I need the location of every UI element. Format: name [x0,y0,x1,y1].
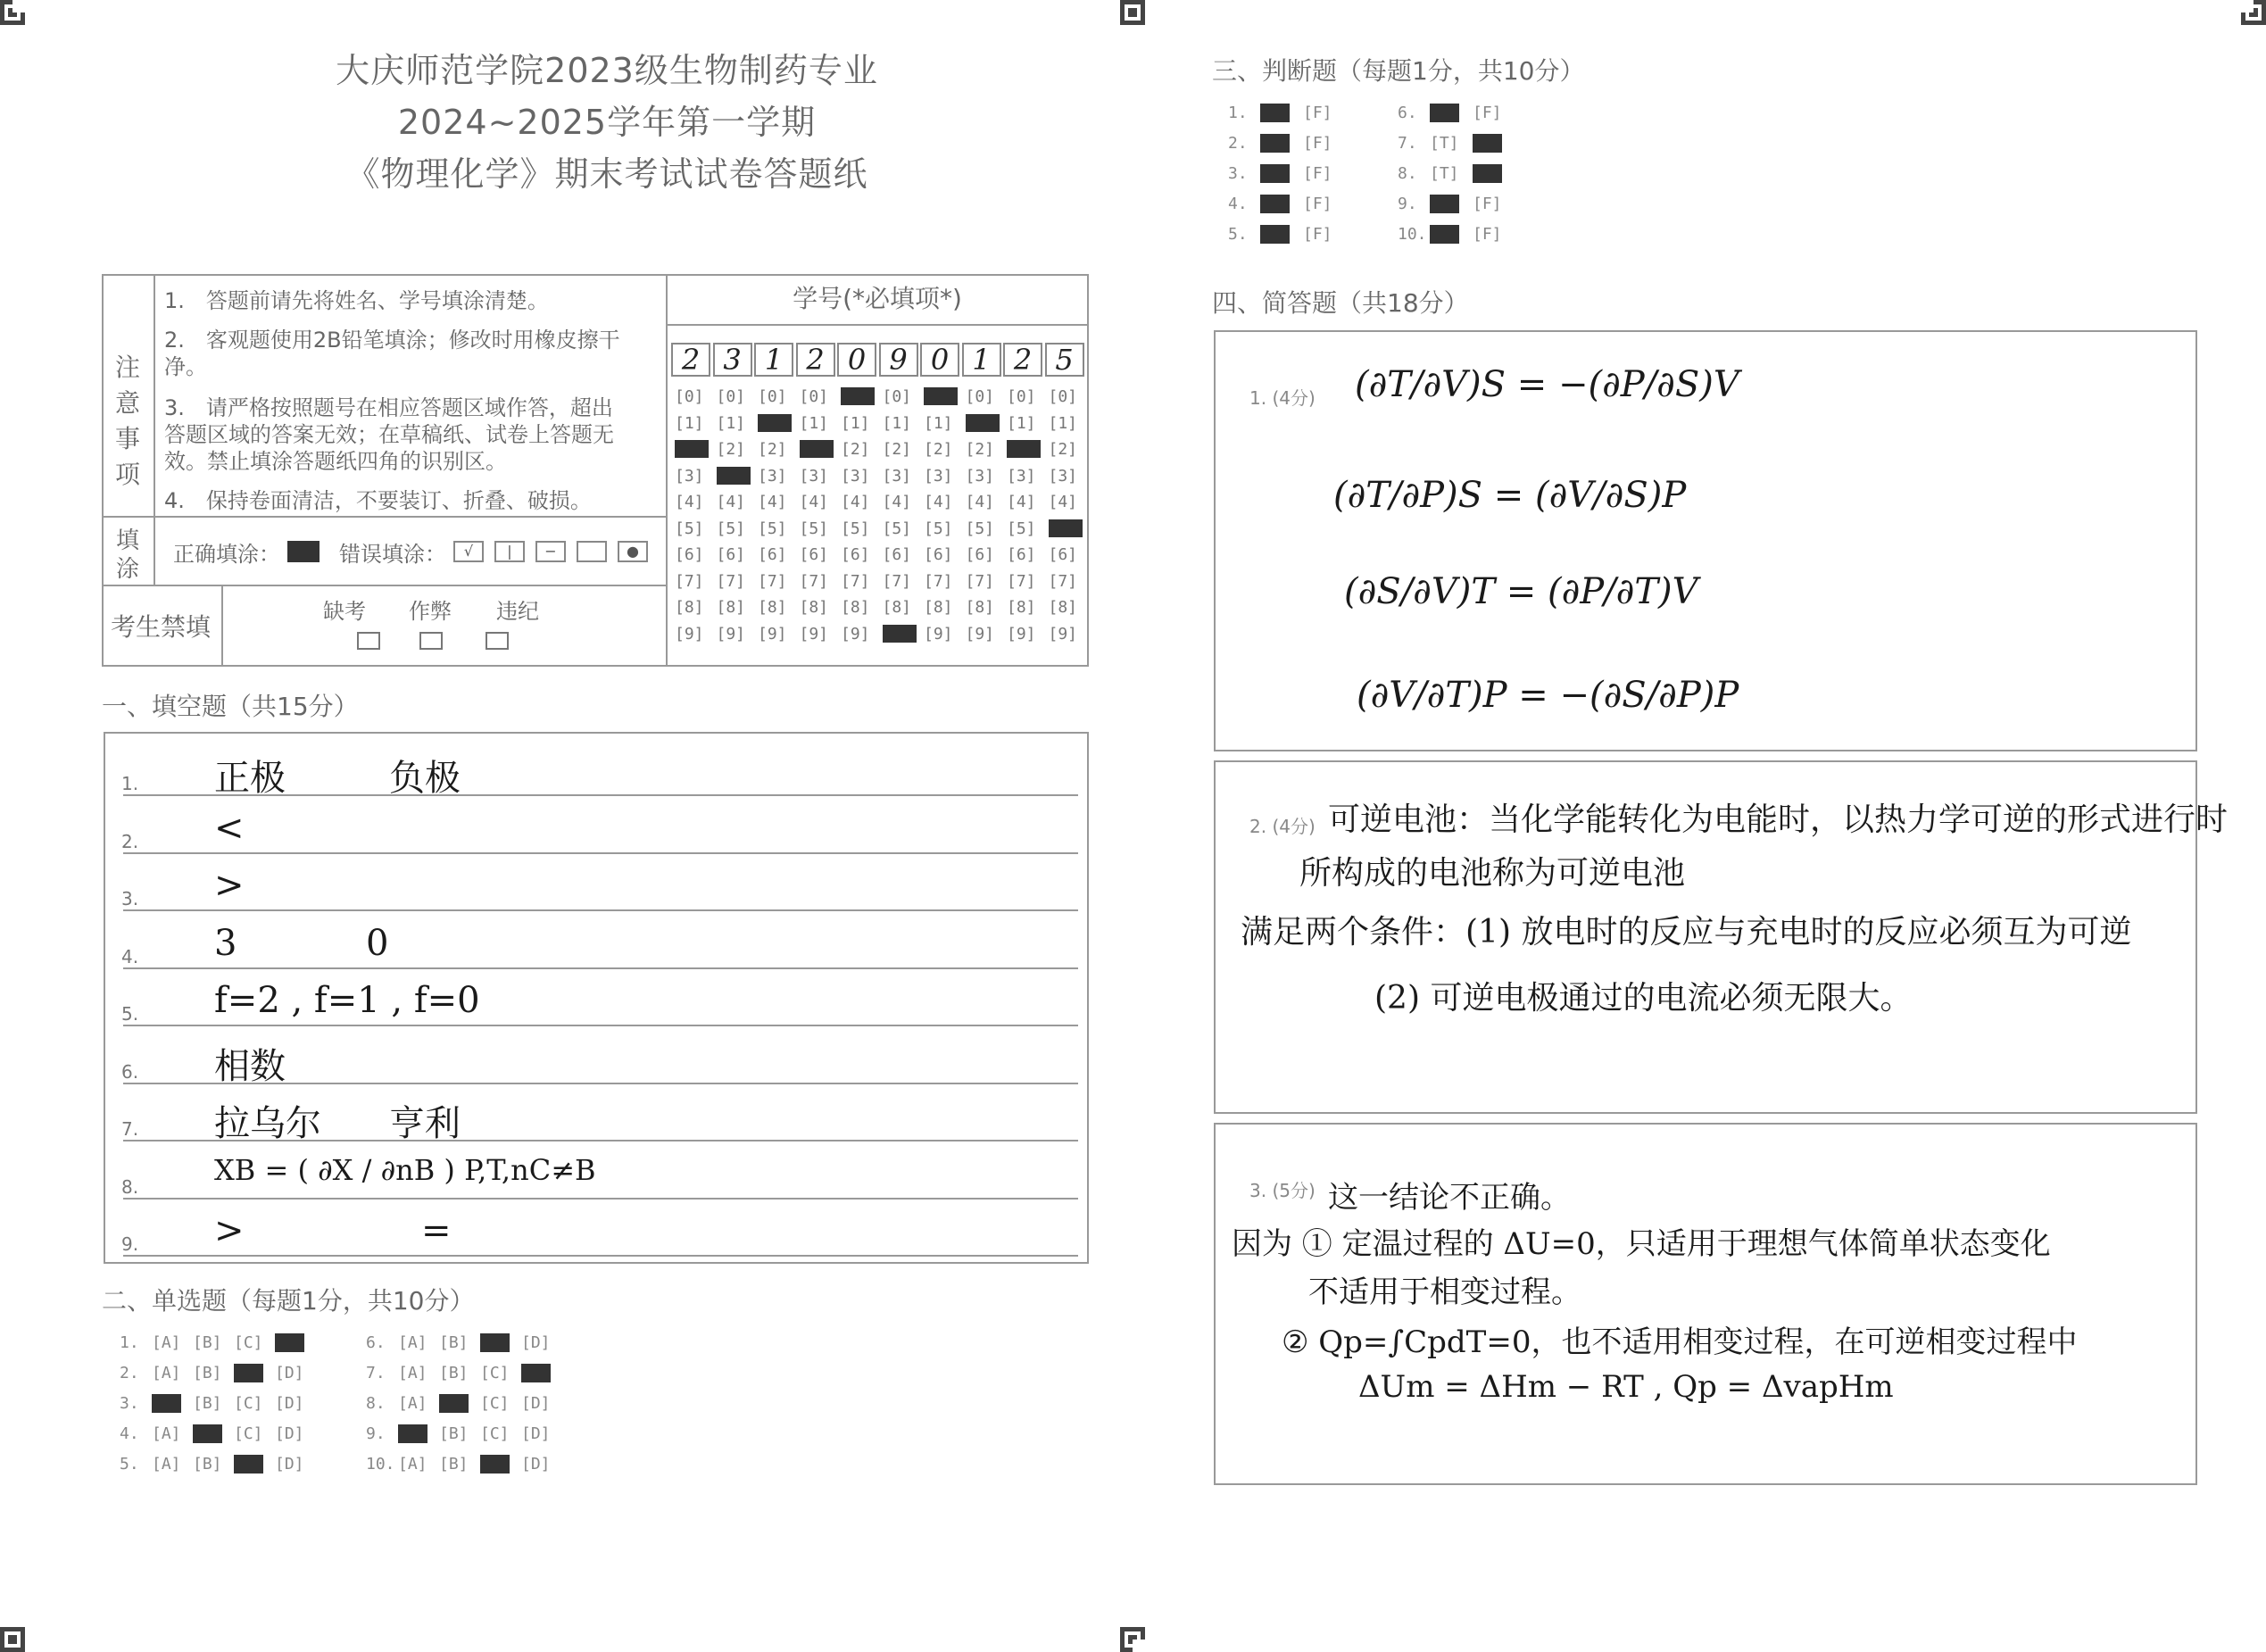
student-id-bubble[interactable]: [4] [882,493,912,511]
tf-option-bubble[interactable]: [F] [1303,225,1332,244]
student-id-bubble[interactable]: [4] [716,493,746,511]
mc-option-bubble[interactable]: [D] [275,1455,304,1474]
student-id-bubble[interactable]: [7] [716,571,746,591]
student-id-bubble[interactable]: [8] [675,598,704,617]
tf-option-bubble[interactable]: [F] [1303,134,1332,153]
q3-line-2: 因为 ① 定温过程的 ΔU=0，只适用于理想气体简单状态变化 [1232,1226,2051,1262]
student-id-bubble[interactable]: [3] [799,466,829,486]
student-id-bubble[interactable]: [0] [716,387,746,406]
student-id-bubble[interactable]: [1] [1007,413,1036,433]
student-id-bubble[interactable]: [5] [924,519,953,538]
tf-question-number: 10. [1398,225,1427,244]
tf-option-bubble[interactable]: [T] [1430,134,1459,153]
mc-option-bubble[interactable]: [C] [234,1394,263,1413]
student-id-bubble[interactable]: [6] [758,545,787,564]
q1-points: 1. (4分) [1249,387,1316,409]
handwritten-answer: f=2 , f=1 , f=0 [214,980,480,1021]
student-id-bubble[interactable]: [5] [882,519,912,538]
tf-option-bubble[interactable]: [F] [1303,164,1332,183]
student-id-bubble[interactable]: [8] [1048,598,1078,617]
q3-points: 3. (5分) [1249,1180,1316,1201]
answer-line-number: 8. [121,1175,139,1198]
handwritten-answer: > [214,1210,245,1251]
tf-question-number: 2. [1228,134,1248,153]
mc-option-bubble[interactable]: [A] [152,1364,181,1382]
handwritten-answer: XB = ( ∂X / ∂nB ) P,T,nC≠B [214,1152,596,1187]
student-id-bubble[interactable]: [6] [716,545,746,564]
student-id-bubble[interactable]: [5] [1007,519,1036,538]
student-id-bubble[interactable]: [3] [882,466,912,486]
forbidden-violation-label: 违纪 [496,599,539,624]
mc-question-number: 8. [366,1394,386,1413]
student-id-bubble[interactable] [1049,519,1083,537]
mc-option-bubble[interactable]: [D] [521,1394,551,1413]
mc-option-bubble[interactable]: [D] [521,1333,551,1352]
mc-option-bubble[interactable]: [A] [152,1333,181,1352]
student-id-bubble[interactable]: [7] [675,571,704,591]
tf-option-bubble[interactable] [1260,195,1290,213]
handwritten-answer: 0 [366,922,389,964]
mc-option-bubble[interactable]: [C] [480,1364,510,1382]
forbidden-absent-label: 缺考 [323,599,366,624]
student-id-bubble[interactable]: [8] [716,598,746,617]
tf-option-bubble[interactable]: [F] [1473,195,1502,213]
corner-mark-bottom-center [1120,1627,1145,1652]
section4-title: 四、简答题（共18分） [1212,288,1469,318]
answer-line [123,852,1078,854]
section1-title: 一、填空题（共15分） [102,692,359,721]
handwritten-answer: = [421,1210,452,1251]
tf-question-number: 8. [1398,164,1417,183]
mc-option-bubble[interactable]: [B] [439,1455,469,1474]
q2-line-2: 所构成的电池称为可逆电池 [1299,855,1686,892]
student-id-bubble[interactable]: [7] [1048,571,1078,591]
mc-question-number: 9. [366,1424,386,1443]
corner-mark-top-left [0,0,25,25]
student-id-bubble[interactable]: [7] [1007,571,1036,591]
mc-option-bubble[interactable] [398,1424,427,1443]
mc-option-bubble[interactable] [234,1455,263,1474]
mc-option-bubble[interactable]: [B] [193,1364,222,1382]
student-id-digit-box: 1 [962,343,1001,377]
mc-question-number: 7. [366,1364,386,1382]
tf-option-bubble[interactable] [1473,164,1502,183]
answer-line-number: 9. [121,1233,139,1255]
answer-line [123,1255,1078,1257]
student-id-bubble[interactable]: [6] [1048,545,1078,564]
wrong-mark-bar: | [494,541,525,562]
q2-line-3: 满足两个条件：(1) 放电时的反应与充电时的反应必须互为可逆 [1241,914,2132,951]
mc-option-bubble[interactable]: [A] [152,1424,181,1443]
mc-option-bubble[interactable]: [B] [193,1455,222,1474]
mc-option-bubble[interactable] [152,1394,181,1413]
student-id-bubble[interactable]: [4] [841,493,870,511]
student-id-bubble[interactable]: [2] [758,440,787,459]
student-id-bubble[interactable]: [9] [965,624,995,643]
tf-option-bubble[interactable] [1473,134,1502,153]
handwritten-answer: > [214,865,245,906]
student-id-bubble[interactable]: [7] [841,571,870,591]
student-id-digit-box: 2 [1003,343,1042,377]
mc-option-bubble[interactable]: [C] [234,1333,263,1352]
forbidden-cheat-label: 作弊 [409,599,452,624]
sheet-title-line1: 大庆师范学院2023级生物制药专业 [336,51,878,90]
tf-question-number: 9. [1398,195,1417,213]
mc-option-bubble[interactable] [480,1455,510,1474]
student-id-bubble[interactable]: [1] [882,413,912,433]
student-id-bubble[interactable]: [2] [716,440,746,459]
student-id-bubble[interactable]: [0] [882,387,912,406]
student-id-bubble[interactable]: [5] [716,519,746,538]
tf-option-bubble[interactable]: [F] [1303,195,1332,213]
notice-item-3: 3. 请严格按照题号在相应答题区域作答，超出答题区域的答案无效；在草稿纸、试卷上答题无效。禁止填涂答题纸四角的识别区。 [164,395,614,474]
correct-fill-swatch [287,541,320,562]
student-id-bubble[interactable]: [8] [799,598,829,617]
mc-option-bubble[interactable]: [A] [398,1364,427,1382]
handwritten-answer: 拉乌尔 [214,1103,321,1144]
student-id-bubble[interactable]: [4] [758,493,787,511]
corner-mark-top-center [1120,0,1145,25]
mc-option-bubble[interactable]: [D] [521,1424,551,1443]
answer-line [123,967,1078,969]
student-id-bubble[interactable]: [9] [841,624,870,643]
student-id-digit-box: 1 [754,343,793,377]
student-id-bubble[interactable]: [9] [1048,624,1078,643]
q3-line-4: ② Qp=∫CpdT=0，也不适用相变过程，在可逆相变过程中 [1282,1324,2078,1360]
tf-question-number: 3. [1228,164,1248,183]
student-id-bubble[interactable]: [0] [965,387,995,406]
student-id-bubble[interactable]: [4] [799,493,829,511]
mc-option-bubble[interactable] [439,1394,469,1413]
student-id-bubble[interactable]: [8] [841,598,870,617]
mc-option-bubble[interactable] [275,1333,304,1352]
mc-question-number: 3. [120,1394,139,1413]
corner-mark-bottom-left [0,1627,25,1652]
mc-question-number: 4. [120,1424,139,1443]
handwritten-answer: 负极 [389,758,461,799]
student-id-bubble[interactable]: [7] [924,571,953,591]
student-id-bubble[interactable]: [0] [799,387,829,406]
student-id-bubble[interactable]: [7] [758,571,787,591]
q3-line-1: 这一结论不正确。 [1328,1180,1571,1216]
student-id-bubble[interactable]: [4] [965,493,995,511]
student-id-bubble[interactable] [924,387,958,405]
tf-question-number: 1. [1228,104,1248,122]
answer-line-number: 7. [121,1118,139,1140]
answer-line-number: 3. [121,888,139,909]
student-id-bubble[interactable]: [6] [799,545,829,564]
handwritten-answer: 正极 [214,758,286,799]
student-id-bubble[interactable]: [5] [965,519,995,538]
student-id-bubble[interactable]: [9] [675,624,704,643]
tf-question-number: 5. [1228,225,1248,244]
tf-question-number: 7. [1398,134,1417,153]
q1-line-1: (∂T/∂V)S = −(∂P/∂S)V [1355,364,1739,405]
mc-option-bubble[interactable]: [C] [480,1394,510,1413]
student-id-bubble[interactable] [717,467,751,485]
mc-option-bubble[interactable]: [B] [193,1333,222,1352]
student-id-bubble[interactable]: [4] [1048,493,1078,511]
tf-option-bubble[interactable]: [F] [1473,104,1502,122]
student-id-bubble[interactable]: [2] [882,440,912,459]
mc-question-number: 10. [366,1455,395,1474]
mc-option-bubble[interactable] [234,1364,263,1382]
student-id-bubble[interactable]: [3] [1007,466,1036,486]
q1-line-3: (∂S/∂V)T = (∂P/∂T)V [1344,571,1698,612]
wrong-mark-dash: − [535,541,566,562]
student-id-bubble[interactable]: [6] [841,545,870,564]
mc-option-bubble[interactable]: [D] [521,1455,551,1474]
mc-option-bubble[interactable]: [A] [152,1455,181,1474]
wrong-fill-label: 错误填涂： [339,542,446,567]
answer-line-number: 1. [121,773,139,794]
student-id-bubble[interactable]: [7] [799,571,829,591]
student-id-bubble[interactable]: [3] [675,466,704,486]
student-id-bubble[interactable]: [8] [1007,598,1036,617]
handwritten-answer: 亨利 [389,1103,461,1144]
mc-option-bubble[interactable]: [C] [234,1424,263,1443]
student-id-bubble[interactable] [758,414,792,432]
handwritten-answer: < [214,807,245,849]
student-id-title: 学号(*必填项*) [793,284,962,313]
q1-line-4: (∂V/∂T)P = −(∂S/∂P)P [1357,675,1739,716]
q3-line-3: 不适用于相变过程。 [1308,1274,1581,1310]
corner-mark-top-right [2241,0,2266,25]
student-id-bubble[interactable] [841,387,875,405]
student-id-bubble[interactable]: [1] [841,413,870,433]
q2-line-4: (2) 可逆电极通过的电流必须无限大。 [1374,980,1913,1017]
student-id-digit-box: 2 [796,343,835,377]
mc-option-bubble[interactable]: [A] [398,1394,427,1413]
student-id-bubble[interactable]: [0] [758,387,787,406]
tf-question-number: 6. [1398,104,1417,122]
section2-title: 二、单选题（每题1分，共10分） [102,1286,475,1316]
student-id-bubble[interactable]: [0] [675,387,704,406]
handwritten-answer: 相数 [214,1045,286,1087]
student-id-bubble[interactable]: [2] [1048,440,1078,459]
absent-checkbox[interactable] [357,632,380,650]
student-id-bubble[interactable]: [3] [965,466,995,486]
q1-line-2: (∂T/∂P)S = (∂V/∂S)P [1333,475,1687,516]
tf-question-number: 4. [1228,195,1248,213]
mc-option-bubble[interactable]: [D] [275,1364,304,1382]
tf-option-bubble[interactable] [1430,195,1459,213]
q3-line-5: ΔUm = ΔHm − RT , Qp = ΔvapHm [1358,1369,1894,1405]
notice-side-label: 注意事项 [114,353,140,489]
student-id-bubble[interactable]: [9] [1007,624,1036,643]
answer-line [123,909,1078,911]
violation-checkbox[interactable] [486,632,509,650]
tf-option-bubble[interactable]: [F] [1303,104,1332,122]
student-id-bubble[interactable]: [9] [924,624,953,643]
wrong-mark-dot: ● [618,541,648,562]
student-id-bubble[interactable]: [9] [716,624,746,643]
student-id-digit-box: 2 [671,343,710,377]
mc-option-bubble[interactable]: [D] [275,1424,304,1443]
student-id-bubble[interactable]: [2] [841,440,870,459]
answer-line-number: 2. [121,830,139,852]
student-id-bubble[interactable]: [2] [924,440,953,459]
mc-option-bubble[interactable]: [B] [193,1394,222,1413]
student-id-bubble[interactable]: [6] [965,545,995,564]
student-id-bubble[interactable]: [5] [841,519,870,538]
student-id-bubble[interactable]: [9] [799,624,829,643]
tf-option-bubble[interactable] [1260,134,1290,153]
tf-option-bubble[interactable]: [F] [1473,225,1502,244]
section3-title: 三、判断题（每题1分，共10分） [1212,56,1585,86]
student-id-bubble[interactable]: [6] [924,545,953,564]
notice-item-4: 4. 保持卷面清洁，不要装订、折叠、破损。 [164,488,592,513]
tf-option-bubble[interactable] [1430,104,1459,122]
student-id-bubble[interactable]: [7] [965,571,995,591]
student-id-bubble[interactable]: [4] [924,493,953,511]
student-id-bubble[interactable] [883,625,917,643]
mc-question-number: 1. [120,1333,139,1352]
mc-option-bubble[interactable]: [A] [398,1455,427,1474]
mc-option-bubble[interactable]: [B] [439,1364,469,1382]
tf-option-bubble[interactable] [1260,104,1290,122]
answer-line-number: 6. [121,1060,139,1083]
tf-option-bubble[interactable] [1260,225,1290,244]
mc-option-bubble[interactable] [193,1424,222,1443]
student-id-bubble[interactable]: [6] [1007,545,1036,564]
student-id-digit-box: 5 [1045,343,1084,377]
student-id-bubble[interactable]: [2] [965,440,995,459]
student-id-digit-box: 0 [920,343,959,377]
student-id-bubble[interactable]: [3] [841,466,870,486]
student-id-bubble[interactable]: [1] [675,413,704,433]
student-id-digit-box: 0 [837,343,876,377]
student-id-bubble[interactable]: [0] [1007,387,1036,406]
mc-option-bubble[interactable] [521,1364,551,1382]
student-id-bubble[interactable]: [3] [924,466,953,486]
mc-option-bubble[interactable] [480,1333,510,1352]
student-id-bubble[interactable]: [1] [924,413,953,433]
answer-line [123,1025,1078,1026]
correct-fill-label: 正确填涂： [173,542,280,567]
forbidden-label: 考生禁填 [111,612,212,642]
student-id-bubble[interactable]: [5] [799,519,829,538]
mc-question-number: 2. [120,1364,139,1382]
student-id-bubble[interactable]: [5] [675,519,704,538]
student-id-bubble[interactable]: [9] [758,624,787,643]
answer-line [123,1198,1078,1200]
student-id-bubble[interactable] [1007,440,1041,458]
student-id-bubble[interactable]: [4] [675,493,704,511]
student-id-bubble[interactable] [800,440,834,458]
q2-line-1: 可逆电池：当化学能转化为电能时，以热力学可逆的形式进行时 [1328,801,2229,838]
tf-option-bubble[interactable]: [T] [1430,164,1459,183]
mc-option-bubble[interactable]: [C] [480,1424,510,1443]
notice-item-2: 2. 客观题使用2B铅笔填涂；修改时用橡皮擦干净。 [164,328,620,379]
student-id-bubble[interactable]: [8] [965,598,995,617]
wrong-mark-check: √ [453,541,484,562]
student-id-bubble[interactable]: [6] [882,545,912,564]
student-id-digit-box: 3 [713,343,752,377]
student-id-bubble[interactable]: [5] [758,519,787,538]
student-id-bubble[interactable]: [8] [758,598,787,617]
mc-option-bubble[interactable]: [B] [439,1333,469,1352]
fill-label: 填涂 [115,527,139,583]
student-id-bubble[interactable]: [8] [924,598,953,617]
student-id-digit-box: 9 [879,343,918,377]
mc-option-bubble[interactable]: [A] [398,1333,427,1352]
handwritten-answer: 3 [214,922,237,964]
wrong-mark-empty [577,541,607,562]
q2-points: 2. (4分) [1249,816,1316,837]
sheet-title-line3: 《物理化学》期末考试试卷答题纸 [345,154,868,194]
cheat-checkbox[interactable] [419,632,443,650]
tf-option-bubble[interactable] [1430,225,1459,244]
answer-line-number: 5. [121,1003,139,1025]
student-id-bubble[interactable]: [7] [882,571,912,591]
student-id-bubble[interactable]: [1] [716,413,746,433]
student-id-bubble[interactable]: [1] [799,413,829,433]
mc-option-bubble[interactable]: [B] [439,1424,469,1443]
mc-option-bubble[interactable]: [D] [275,1394,304,1413]
mc-question-number: 5. [120,1455,139,1474]
student-id-bubble[interactable]: [6] [675,545,704,564]
student-id-bubble[interactable] [966,414,1000,432]
student-id-bubble[interactable] [675,440,709,458]
answer-line-number: 4. [121,945,139,967]
tf-option-bubble[interactable] [1260,164,1290,183]
student-id-bubble[interactable]: [1] [1048,413,1078,433]
student-id-bubble[interactable]: [0] [1048,387,1078,406]
student-id-bubble[interactable]: [4] [1007,493,1036,511]
notice-item-1: 1. 答题前请先将姓名、学号填涂清楚。 [164,288,549,313]
mc-question-number: 6. [366,1333,386,1352]
sheet-title-line2: 2024~2025学年第一学期 [397,103,817,142]
student-id-bubble[interactable]: [3] [1048,466,1078,486]
student-id-bubble[interactable]: [3] [758,466,787,486]
student-id-bubble[interactable]: [8] [882,598,912,617]
